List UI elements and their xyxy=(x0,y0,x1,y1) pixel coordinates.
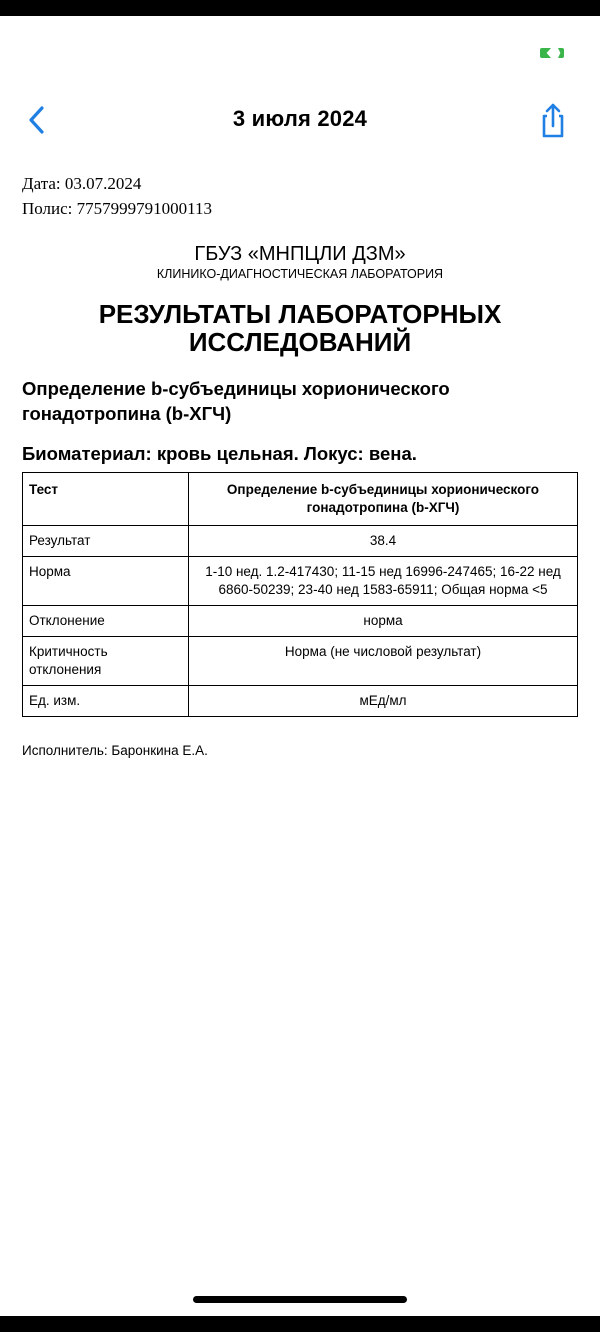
table-row-key: Критичность отклонения xyxy=(23,637,189,686)
status-indicator-icon xyxy=(540,46,564,60)
table-row-value: Норма (не числовой результат) xyxy=(189,637,578,686)
page-title: 3 июля 2024 xyxy=(232,106,368,131)
table-row-units xyxy=(23,686,578,717)
share-button[interactable] xyxy=(536,100,570,140)
table-row-key: Ед. изм. xyxy=(23,686,189,717)
bottom-bezel xyxy=(0,1316,600,1332)
biomaterial-line: Биоматериал: кровь цельная. Локус: вена. xyxy=(22,443,417,464)
table-header-value: Определение b-субъединицы хорионического гонадотропина (b-ХГЧ) xyxy=(189,473,578,526)
test-heading: Определение b-субъединицы хорионического гонадотропина (b-ХГЧ) xyxy=(22,378,450,424)
table-header-key: Тест xyxy=(23,473,189,526)
navigation-bar xyxy=(0,96,600,146)
organization-department: КЛИНИКО-ДИАГНОСТИЧЕСКАЯ ЛАБОРАТОРИЯ xyxy=(156,267,444,281)
table-row-key: Результат xyxy=(23,526,189,557)
home-indicator[interactable] xyxy=(193,1296,407,1303)
report-title: РЕЗУЛЬТАТЫ ЛАБОРАТОРНЫХ ИССЛЕДОВАНИЙ xyxy=(98,299,502,357)
table-row-value: 1-10 нед. 1.2-417430; 11-15 нед 16996-247465; 16-22 нед 6860-50239; 23-40 нед 1583-65911; Общая норма <5 xyxy=(189,557,578,606)
table-row-result xyxy=(23,526,578,557)
table-row-value: норма xyxy=(189,606,578,637)
table-row-criticality xyxy=(23,637,578,686)
organization-name: ГБУЗ «МНПЦЛИ ДЗМ» xyxy=(194,243,406,265)
table-row-key: Норма xyxy=(23,557,189,606)
performer-line: Исполнитель: Баронкина Е.А. xyxy=(22,743,208,758)
table-row-deviation xyxy=(23,606,578,637)
table-row-value: 38.4 xyxy=(189,526,578,557)
results-table xyxy=(22,472,578,717)
policy-number: Полис: 7757999791000113 xyxy=(22,199,213,218)
table-row-value: мЕд/мл xyxy=(189,686,578,717)
table-row-key: Отклонение xyxy=(23,606,189,637)
table-row-norm xyxy=(23,557,578,606)
share-icon xyxy=(536,100,570,140)
report-date: Дата: 03.07.2024 xyxy=(22,174,142,193)
top-bezel xyxy=(0,0,600,16)
table-header-row xyxy=(23,473,578,526)
